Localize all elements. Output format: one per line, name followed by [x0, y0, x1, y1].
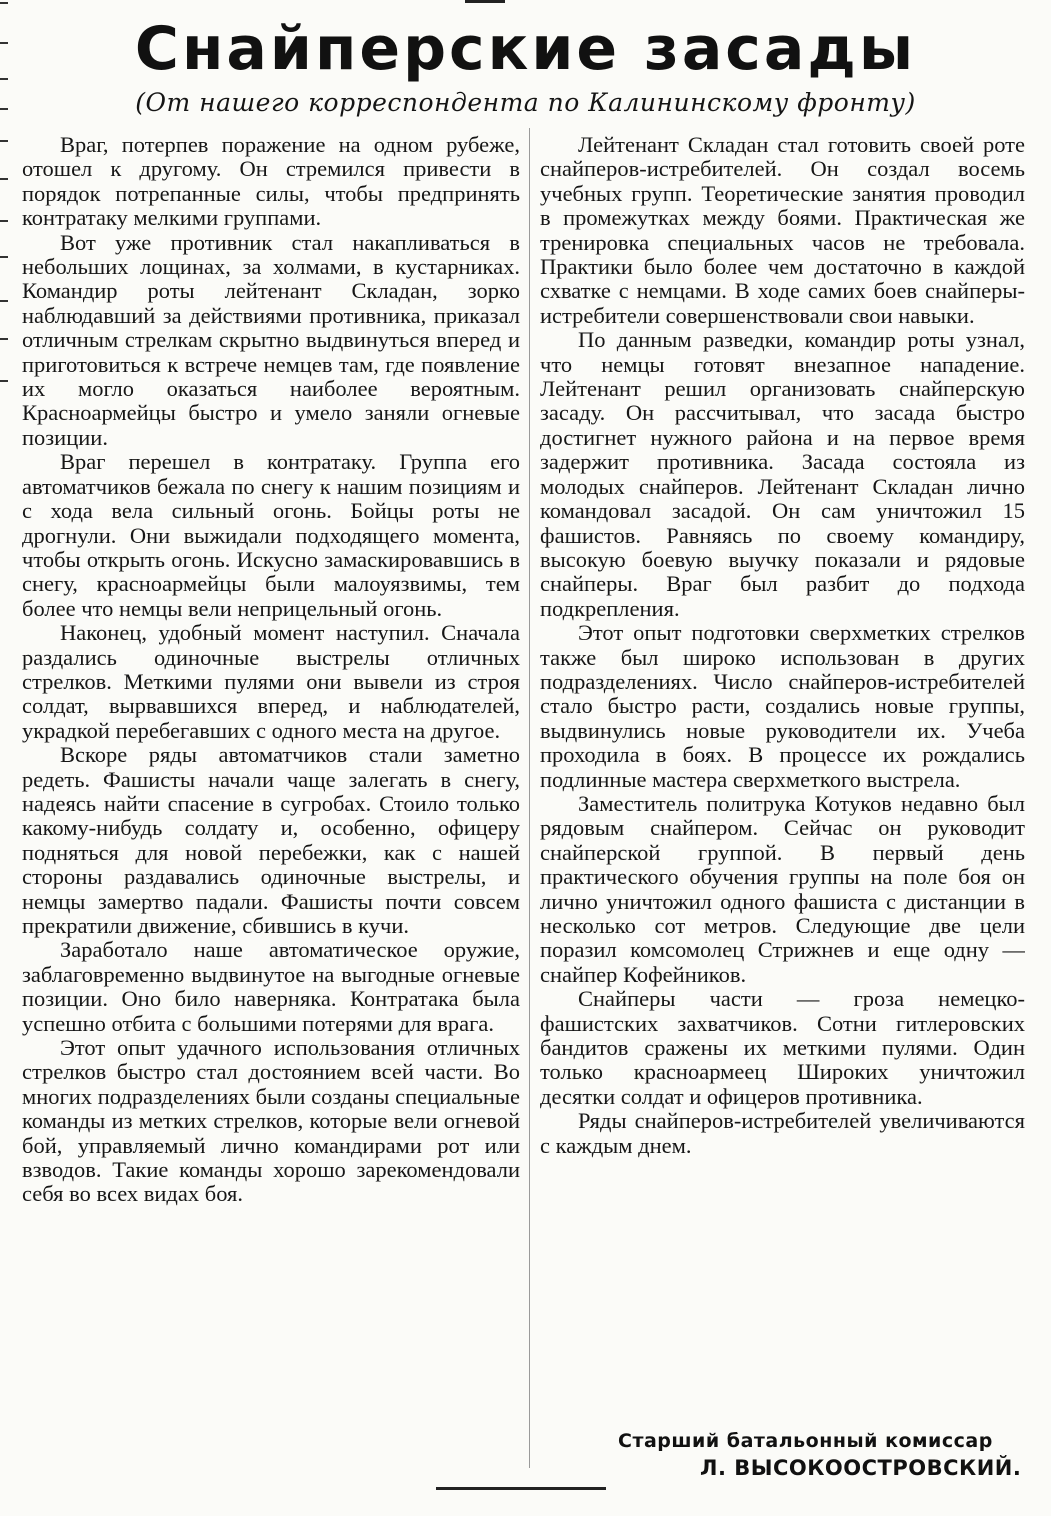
paragraph: Ряды снайперов-истребителей увеличиваются с каждым днем.: [540, 1108, 1025, 1158]
paragraph: Этот опыт удачного использования отличных стрелков быстро стал достоянием всей части. Во многих подразделениях были созданы специальные команды из метких стрелков, которые вели огневой бой, управляемый лично командирами рот или взводов. Такие команды хорошо зарекомендовали себя во всех видах боя.: [22, 1035, 520, 1207]
author-signature: [618, 1428, 1021, 1482]
author-name: Л. ВЫСОКООСТРОВСКИЙ.: [700, 1456, 1022, 1480]
paragraph: Вскоре ряды автоматчиков стали заметно редеть. Фашисты начали чаще залегать в снегу, надеясь найти спасение в сугробах. Стоило только какому-нибудь солдату и, особенно, офицеру подняться для новой перебежки, как с нашей стороны раздавались одиночные выстрелы, и немцы замертво падали. Фашисты почти совсем прекратили движение, сбившись в кучи.: [22, 742, 520, 938]
paragraph: Снайперы части — гроза немецко-фашистских захватчиков. Сотни гитлеровских бандитов сражены их меткими пулями. Один только красноармеец Широких уничтожил десятки солдат и офицеров противника.: [540, 986, 1025, 1109]
right-column: [540, 133, 1025, 1478]
paragraph: Враг перешел в контратаку. Группа его автоматчиков бежала по снегу к нашим позициям и с хода вела сильный огонь. Бойцы роты не дрогнули. Они выжидали подходящего момента, чтобы открыть огонь. Искусно замаскировавшись в снегу, красноармейцы были малоуязвимы, тем более что немцы вели неприцельный огонь.: [22, 449, 520, 621]
paragraph: Этот опыт подготовки сверхметких стрелков также был широко использован в других подразделениях. Число снайперов-истребителей стало быстро расти, создались новые группы, выдвинулись новые руководители их. Учеба проходила в боях. В процессе их рождались подлинные мастера сверхметкого выстрела.: [540, 620, 1025, 792]
paragraph: Заработало наше автоматическое оружие, заблаговременно выдвинутое на выгодные огневые позиции. Оно било наверняка. Контратака была успешно отбита с большими потерями для врага.: [22, 937, 520, 1036]
paragraph: Враг, потерпев поражение на одном рубеже, отошел к другому. Он стремился привести в порядок потрепанные силы, чтобы предпринять контратаку мелкими группами.: [22, 133, 520, 231]
left-column: [22, 133, 520, 1478]
paragraph: Заместитель политрука Котуков недавно был рядовым снайпером. Сейчас он руководит снайперской группой. В первый день практического обучения группы на поле боя он лично уничтожил одного фашиста с дистанции в несколько сот метров. Следующие две цели поразил комсомолец Стрижнев и еще одну — снайпер Кофейников.: [540, 790, 1025, 987]
paragraph: Лейтенант Складан стал готовить своей роте снайперов-истребителей. Он создал восемь учебных групп. Теоретические занятия проводил в промежутках между боями. Практическая же тренировка специальных часов не требовала. Практики было более чем достаточно в каждой схватке с немцами. В ходе самих боев снайперы-истребители совершенствовали свои навыки.: [540, 133, 1025, 328]
top-rule: [465, 0, 505, 3]
column-divider: [529, 128, 530, 1468]
author-role: Старший батальонный комиссар: [618, 1430, 993, 1452]
bottom-rule: [436, 1487, 606, 1490]
paragraph: По данным разведки, командир роты узнал, что немцы готовят внезапное нападение. Лейтенант решил организовать снайперскую засаду. Он рассчитывал, что засада быстро достигнет нужного района и на первое время задержит противника. Засада состояла из молодых снайперов. Лейтенант Складан лично командовал засадой. Он сам уничтожил 15 фашистов. Равняясь по своему командиру, высокую боевую выучку показали и рядовые снайперы. Враг был разбит до подхода подкрепления.: [540, 327, 1025, 621]
paragraph: Наконец, удобный момент наступил. Сначала раздались одиночные выстрелы отличных стрелков. Меткими пулями они вывели из строя солдат, вырвавшихся вперед, и наблюдателей, украдкой перебегавших с одного места на другое.: [22, 620, 520, 743]
paragraph: Вот уже противник стал накапливаться в небольших лощинах, за холмами, в кустарниках. Командир роты лейтенант Складан, зорко наблюдавший за действиями противника, приказал отличным стрелкам скрытно выдвинуться вперед и приготовиться к встрече немцев там, где появление их могло оказаться наиболее вероятным. Красноармейцы быстро и умело заняли огневые позиции.: [22, 229, 520, 450]
article-headline: Снайперские засады: [134, 14, 917, 84]
article-subhead: (От нашего корреспондента по Калининскому фронту): [135, 88, 916, 117]
